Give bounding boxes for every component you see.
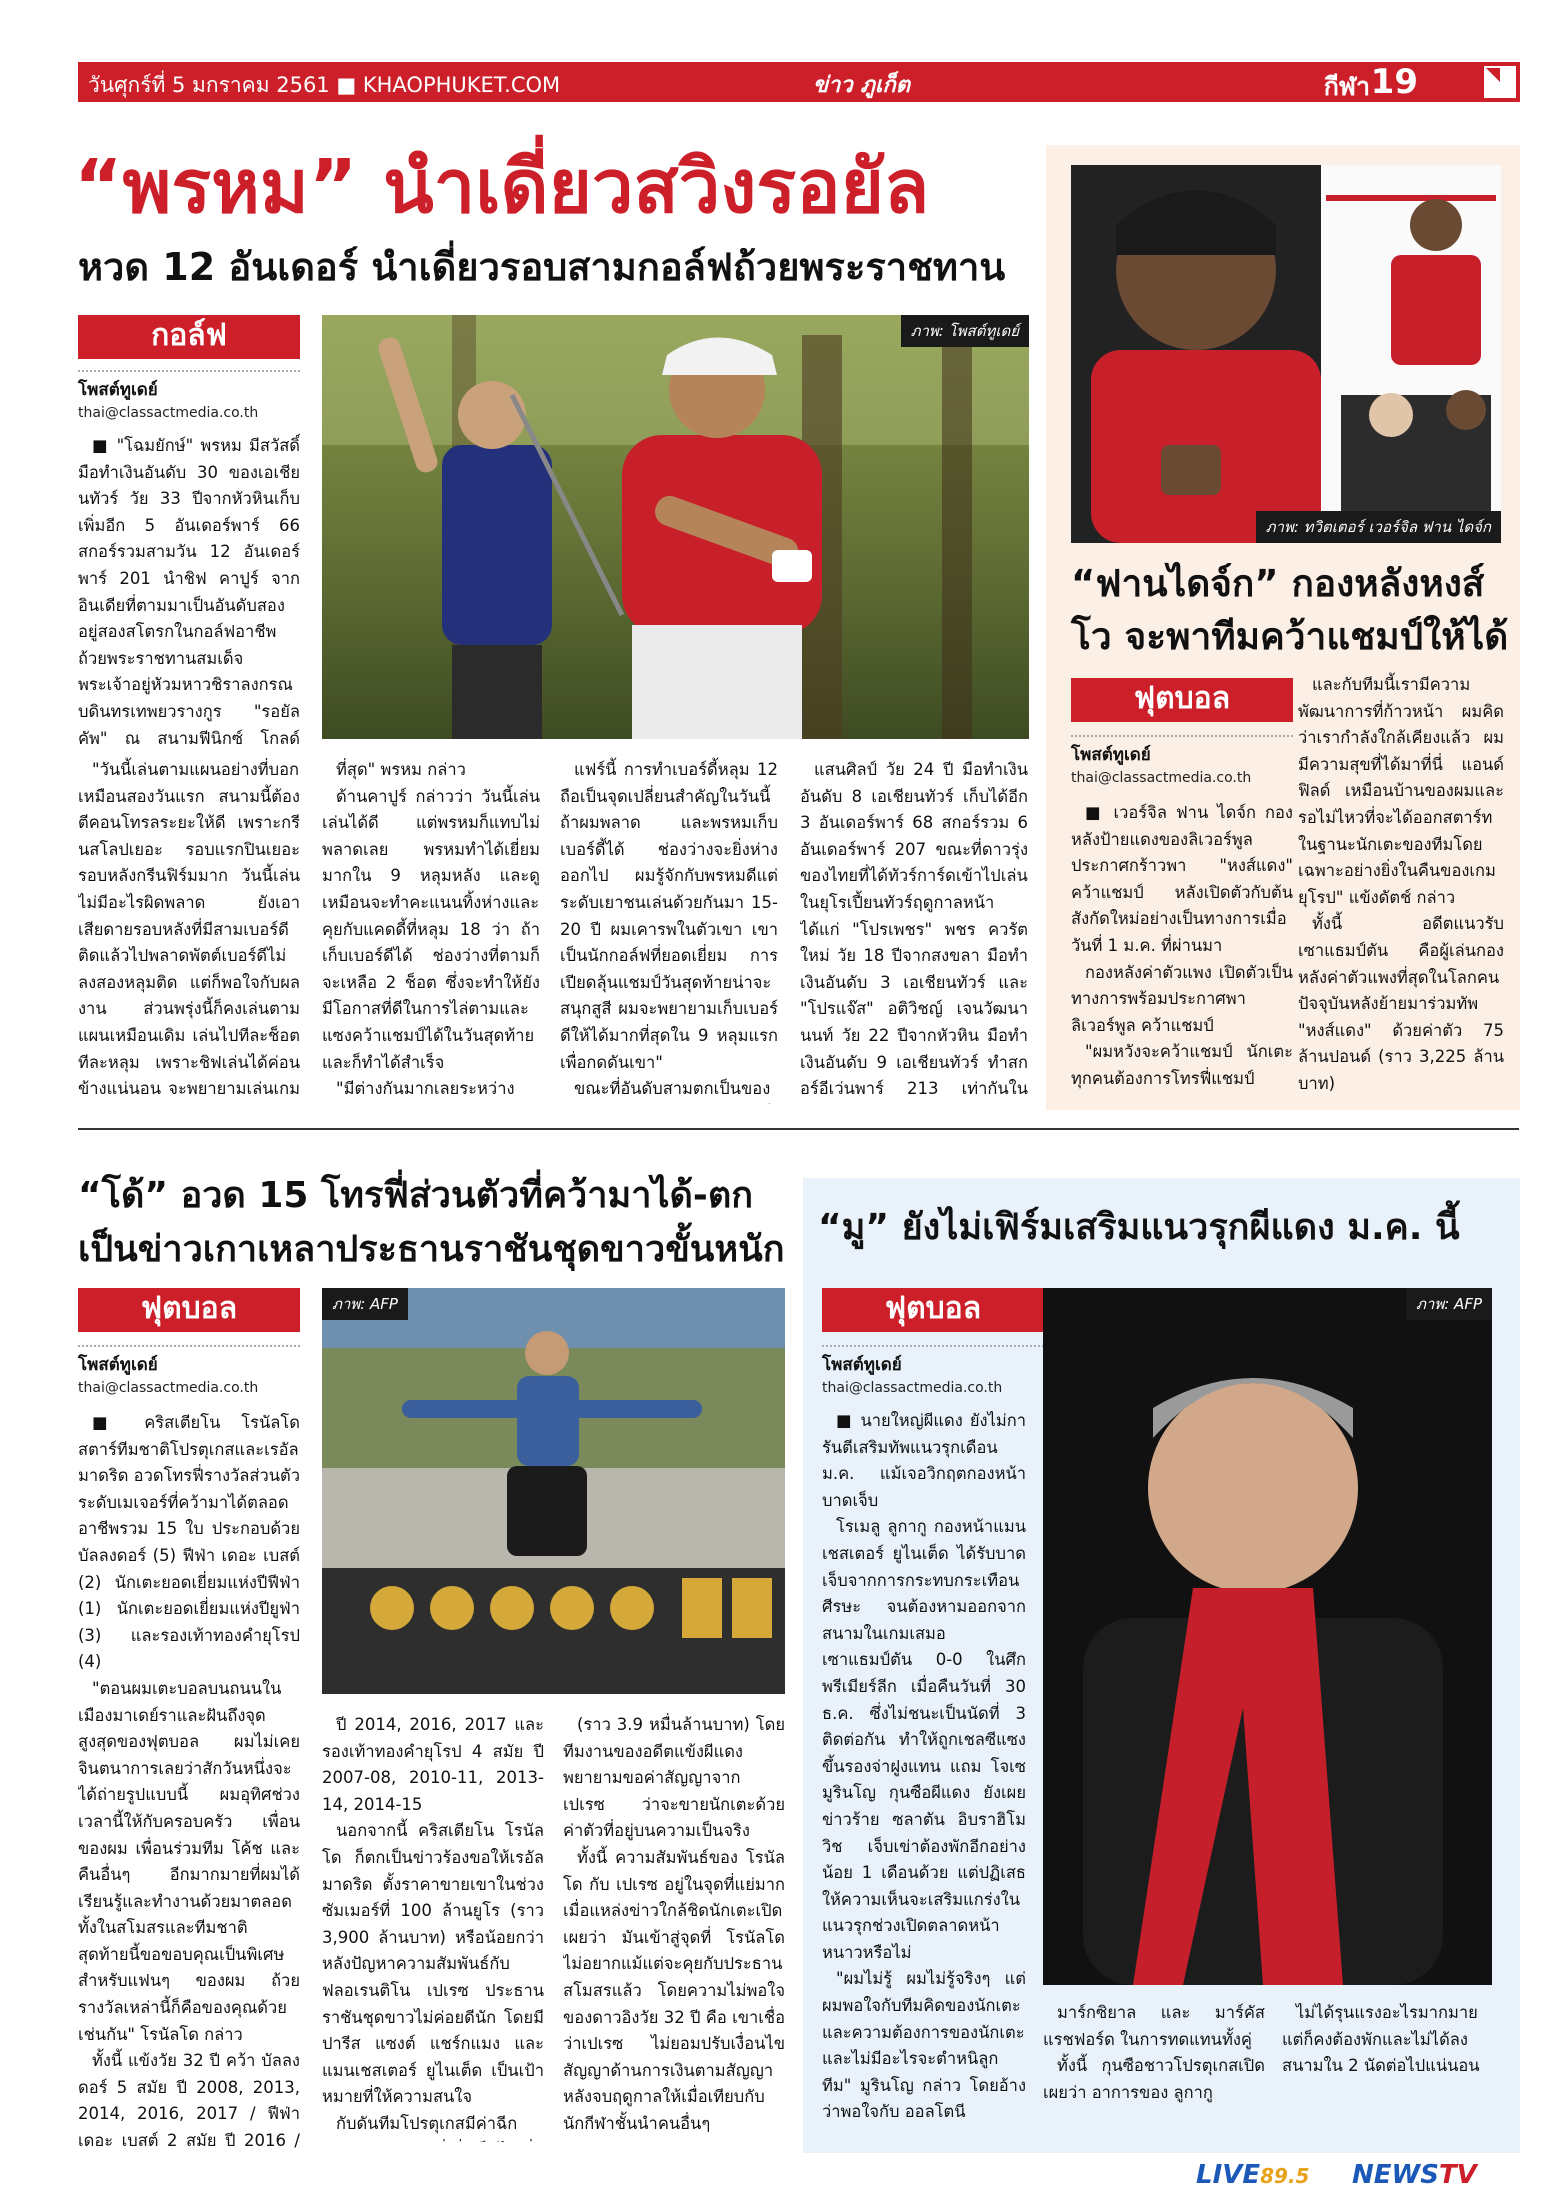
story1-paragraph: ■ "โฉมยักษ์" พรหม มีสวัสดิ์ มือทำเงินอันดับ 30 ของเอเชียนทัวร์ วัย 33 ปีจากหัวหินเก็บเพิ่มอีก 5 อันเดอร์พาร์ 66 สกอร์รวมสามวัน 12 อันเดอร์พาร์ 201 นำชิฟ คาปูร์ จากอินเดียที่ตามมาเป็นอันดับสองอยู่สองสโตรกในกอล์ฟอาชีพถ้วยพระราชทานสมเด็จพระเจ้าอยู่หัวมหาวชิราลงกรณบดินทรเทพยวรางกูร "รอยัล คัพ" ณ สนามฟีนิกซ์ โกลด์ [78, 436, 300, 748]
page-number: 19 [1370, 62, 1418, 102]
story2-headline-line1: “ฟานไดจ์ก” กองหลังหงส์ [1071, 562, 1485, 605]
story2-text-col2 [1298, 672, 1504, 1102]
news-tv-logo: NEWSTV [1352, 2160, 1477, 2190]
story2-photo-credit: ภาพ: ทวิตเตอร์ เวอร์จิล ฟาน ไดจ์ก [1256, 511, 1501, 543]
story4-paragraph: ทั้งนี้ กุนซือชาวโปรตุเกสเปิดเผยว่า อาการของ ลูกากู [1043, 2056, 1265, 2102]
story3-text-col1 [78, 1410, 300, 2150]
ronaldo-trophies-image [322, 1288, 785, 1694]
story1-paragraph: "วันนี้เล่นตามแผนอย่างที่บอกเหมือนสองวันแรก สนามนี้ต้องตีคอนโทรลระยะให้ดี เพราะกรีนสโลปเยอะ รอบแรกปินเยอะ รอบหลังกรีนฟิร์มมาก วันนี้เล่นไม่มีอะไรผิดพลาด ยังเอาเสียดายรอบหลังที่มีสามเบอร์ดีติดแล้วไปพลาดพัตต์เบอร์ดีไม่ลงสองหลุมติด แต่ก็พอใจกับผลงาน ส่วนพรุ่งนี้ก็คงเล่นตามแผนเหมือนเดิม เล่นไปทีละช็อตทีละหลุม เพราะชิฟเล่นได้ค่อนข้างแน่นอน จะพยายามเล่นเกม [78, 760, 300, 1099]
golf-photo [322, 315, 1029, 739]
story4-byline-block [822, 1345, 1044, 1396]
story1-email: thai@classactmedia.co.th [78, 405, 259, 421]
story1-text-col3 [560, 757, 778, 1104]
mourinho-photo [1043, 1288, 1492, 1985]
story3-section-tag: ฟุตบอล [78, 1288, 300, 1332]
story1-text-col1b [78, 757, 300, 1104]
story1-paragraph: "มีต่างกันมากเลยระหว่าง [336, 1079, 515, 1099]
story1-paragraph: ขณะที่อันดับสามตกเป็นของ [574, 1079, 771, 1099]
newspaper-logo: ข่าว ภูเก็ต [813, 73, 911, 98]
story2-byline-block [1071, 735, 1293, 786]
story3-text-col3 [563, 1712, 785, 2142]
story3-paragraph: ทั้งนี้ แข้งวัย 32 ปี คว้า บัลลงดอร์ 5 สมัย ปี 2008, 2013, 2014, 2016, 2017 / ฟีฟ่า เดอะ เบสต์ 2 สมัย ปี 2016 / [78, 2051, 300, 2150]
story2-section-tag: ฟุตบอล [1071, 678, 1293, 722]
story3-email: thai@classactmedia.co.th [78, 1380, 259, 1396]
story2-email: thai@classactmedia.co.th [1071, 770, 1252, 786]
story1-section-tag: กอล์ฟ [78, 315, 300, 359]
story4-text-col1 [822, 1408, 1026, 2148]
story1-byline-block [78, 370, 300, 421]
story3-paragraph: ทั้งนี้ ความสัมพันธ์ของ โรนัลโด กับ เปเรซ อยู่ในจุดที่แย่มาก เมื่อแหล่งข่าวใกล้ชิดนักเตะเปิดเผยว่า มันเข้าสู่จุดที่ โรนัลโด ไม่อยากแม้แต่จะคุยกับประธานสโมสรแล้ว โดยความไม่พอใจของดาวอิงวัย 32 ปี คือ เขาเชื่อว่าเปเรซ ไม่ยอมปรับเงื่อนไขสัญญาด้านการเงินตามสัญญาหลังจบฤดูกาลให้เมื่อเทียบกับนักกีฬาชั้นนำคนอื่นๆ [563, 1847, 785, 2133]
player-jersey-image [1071, 165, 1501, 543]
live-radio-logo: LIVE89.5 [1196, 2160, 1310, 2190]
story2-headline-line2: โว จะพาทีมคว้าแชมป์ให้ได้ [1071, 615, 1509, 658]
story1-text-col4 [800, 757, 1028, 1104]
mourinho-portrait-image [1043, 1288, 1492, 1985]
story3-byline: โพสต์ทูเดย์ [78, 1345, 300, 1378]
story3-paragraph: กับดันทีมโปรตุเกสมีค่าฉีก [336, 2113, 518, 2133]
section-name: กีฬา [1323, 72, 1370, 101]
story3-text-col2 [322, 1712, 544, 2142]
story1-subheadline: หวด 12 อันเดอร์ นำเดี่ยวรอบสามกอล์ฟถ้วยพระราชทาน [78, 245, 1006, 289]
story1-text-col1a [78, 433, 300, 753]
story4-text-col3 [1282, 2000, 1492, 2148]
story2-paragraph: ทั้งนี้ อดีตแนวรับเซาแธมป์ตัน คือผู้เล่นกองหลังค่าตัวแพงที่สุดในโลกคนปัจจุบันหลังย้ายมาร่วมทัพ "หงส์แดง" ด้วยค่าตัว 75 ล้านปอนด์ (ราว 3,225 ล้านบาท) [1298, 914, 1504, 1093]
ronaldo-photo [322, 1288, 785, 1694]
story3-byline-block [78, 1345, 300, 1396]
story3-paragraph: "ตอนผมเตะบอลบนถนนในเมืองมาเดย์ราและฝันถึงจุดสูงสุดของฟุตบอล ผมไม่เคยจินตนาการเลยว่าสักวันหนึ่งจะได้ถ่ายรูปแบบนี้ ผมอุทิศช่วงเวลานี้ให้กับครอบครัว เพื่อนของผม เพื่อนร่วมทีม โค้ช และคืนอื่นๆ อีกมากมายที่ผมได้เรียนรู้และทำงานด้วยมาตลอดทั้งในสโมสรและทีมชาติ สุดท้ายนี้ขอขอบคุณเป็นพิเศษสำหรับแฟนๆ ของผม ถ้วยรางวัลเหล่านี้ก็คือของคุณด้วยเช่นกัน" โรนัลโด กล่าว [78, 1678, 300, 2044]
story4-paragraph: "ผมไม่รู้ ผมไม่รู้จริงๆ แต่ผมพอใจกับทีมคิดของนักเตะ และความต้องการของนักเตะ และไม่มีอะไรจะตำหนิลูกทีม" มูรินโญ กล่าว โดยอ้างว่าพอใจกับ ออลโตนี [822, 1969, 1026, 2122]
story3-paragraph: ■ คริสเตียโน โรนัลโด สตาร์ทีมชาติโปรตุเกสและเรอัล มาดริด อวดโทรฟี่รางวัลส่วนตัวระดับเมเจอร์ที่คว้ามาได้ตลอดอาชีพรวม 15 ใบ ประกอบด้วย บัลลงดอร์ (5) ฟีฟ่า เดอะ เบสต์ (2) นักเตะยอดเยี่ยมแห่งปีฟีฟ่า (1) นักเตะยอดเยี่ยมแห่งปียูฟ่า (3) และรองเท้าทองคำยุโรป (4) [78, 1413, 300, 1672]
corner-mark-icon [1480, 62, 1520, 102]
story4-section-tag: ฟุตบอล [822, 1288, 1044, 1332]
story3-paragraph: นอกจากนี้ คริสเตียโน โรนัลโด ก็ตกเป็นข่าวร้องขอให้เรอัล มาดริด ตั้งราคาขายเขาในช่วงซัมเมอร์ที่ 100 ล้านยูโร (ราว 3,900 ล้านบาท) หรือน้อยกว่า หลังปัญหาความสัมพันธ์กับฟลอเรนติโน เปเรซ ประธานราชันชุดขาวไม่ค่อยดีนัก โดยมีปารีส แซงต์ แชร์กแมง และแมนเชสเตอร์ ยูไนเต็ด เป็นเป้าหมายที่ให้ความสนใจ [322, 1821, 544, 2107]
golfer-swing-image [322, 315, 1029, 739]
story4-headline: “มู” ยังไม่เฟิร์มเสริมแนวรุกผีแดง ม.ค. นี้ [818, 1207, 1460, 1248]
story1-paragraph: แสนศิลป์ วัย 24 ปี มือทำเงินอันดับ 8 เอเชียนทัวร์ เก็บได้อีก 3 อันเดอร์พาร์ 68 สกอร์รวม 6 อันเดอร์พาร์ 207 ขณะที่ดาวรุ่งของไทยที่ได้ทัวร์การ์ดเข้าไปเล่นในยุโรเปี้ยนทัวร์ฤดูกาลหน้า ได้แก่ "โปรเพชร" พชร ควรัตใหม่ วัย 18 ปีจากสงขลา มือทำเงินอันดับ 3 เอเชียนทัวร์ และ "โปรแจ๊ส" อติวิชญ์ เจนวัฒนานนท์ วัย 22 ปีจากหัวหิน มือทำเงินอันดับ 9 เอเชียนทัวร์ ทำสกอร์อีเว่นพาร์ 213 เท่ากันใน [800, 760, 1028, 1099]
story2-paragraph: และกับทีมนี้เรามีความพัฒนาการที่ก้าวหน้า ผมคิดว่าเรากำลังใกล้เคียงแล้ว ผมมีความสุขที่ได้มาที่นี่ แอนด์ ฟิลด์ เหมือนบ้านของผมและรอไม่ไหวที่จะได้ออกสตาร์ทในฐานะนักเตะของทีมโดยเฉพาะอย่างยิ่งในคืนของเกมยุโรป" แข้งดัตช์ กล่าว [1298, 675, 1504, 907]
story4-paragraph: มาร์กซิยาล และ มาร์คัส แรชฟอร์ด ในการทดแทนทั้งคู่ [1043, 2003, 1265, 2049]
story1-text-col2 [322, 757, 540, 1104]
story4-email: thai@classactmedia.co.th [822, 1380, 1003, 1396]
story4-text-col2 [1043, 2000, 1265, 2148]
story3-headline-line2: เป็นข่าวเกาเหลาประธานราชันชุดขาวขั้นหนัก [78, 1229, 785, 1270]
header-date: วันศุกร์ที่ 5 มกราคม 2561 ■ KHAOPHUKET.COM [88, 73, 561, 97]
story4-paragraph: ■ นายใหญ่ผีแดง ยังไม่การันตีเสริมทัพแนวรุกเดือน ม.ค. แม้เจอวิกฤตกองหน้าบาดเจ็บ [822, 1411, 1026, 1510]
story3-headline-line1: “โด้” อวด 15 โทรฟี่ส่วนตัวที่คว้ามาได้-ตก [78, 1175, 754, 1216]
story2-byline: โพสต์ทูเดย์ [1071, 735, 1293, 768]
story3-photo-credit: ภาพ: AFP [322, 1288, 408, 1320]
story2-paragraph: "ผมหวังจะคว้าแชมป์ นักเตะทุกคนต้องการโทรฟี่แชมป์ [1071, 1042, 1293, 1088]
story3-paragraph: ปี 2014, 2016, 2017 และรองเท้าทองคำยุโรป 4 สมัย ปี 2007-08, 2010-11, 2013-14, 2014-15 [322, 1715, 544, 1814]
section-divider [78, 1128, 1519, 1130]
page-header [78, 62, 1480, 102]
story4-photo-credit: ภาพ: AFP [1406, 1288, 1492, 1320]
story3-paragraph: (ราว 3.9 หมื่นล้านบาท) โดยทีมงานของอดีตแข้งผีแดงพยายามขอค่าสัญญาจาก เปเรซ ว่าจะขายนักเตะด้วยค่าตัวที่อยู่บนความเป็นจริง [563, 1715, 785, 1841]
story1-paragraph: ด้านคาปูร์ กล่าวว่า วันนี้เล่นเล่นได้ดี แต่พรหมก็แทบไม่พลาดเลย พรหมทำได้เยี่ยมมากใน 9 หลุมหลัง และดูเหมือนจะทำคะแนนทิ้งห่างและคุยกับแคดดี้ที่หลุม 18 ว่า ถ้าเก็บเบอร์ดีได้ ช่องว่างที่ตามก็จะเหลือ 2 ช็อต ซึ่งจะทำให้ยังมีโอกาสที่ดีในการไล่ตามและแซงคว้าแชมป์ได้ในวันสุดท้าย และก็ทำได้สำเร็จ [322, 786, 540, 1072]
story2-paragraph: ■ เวอร์จิล ฟาน ไดจ์ก กองหลังป้ายแดงของลิเวอร์พูล ประกาศกร้าวพา "หงส์แดง" คว้าแชมป์ หลังเปิดตัวกับต้นสังกัดใหม่อย่างเป็นทางการเมื่อวันที่ 1 ม.ค. ที่ผ่านมา [1071, 803, 1293, 955]
story1-headline: “พรหม” นำเดี่ยวสวิงรอยัล [74, 144, 930, 230]
vandijk-photo [1071, 165, 1501, 543]
story4-paragraph: โรเมลู ลูกากู กองหน้าแมนเชสเตอร์ ยูไนเต็ด ได้รับบาดเจ็บจากการกระทบกระเทือนศีรษะ จนต้องหามออกจากสนามในเกมเสมอเซาแธมป์ตัน 0-0 ในศึกพรีเมียร์ลีก เมื่อคืนวันที่ 30 ธ.ค. ซึ่งไม่ชนะเป็นนัดที่ 3 ติดต่อกัน ทำให้ถูกเชลซีแซงขึ้นรองจ่าฝูงแทน แถม โจเซ มูรินโญ กุนซือผีแดง ยังเผยข่าวร้าย ซลาตัน อิบราฮิโมวิช เจ็บเข่าต้องพักอีกอย่างน้อย 1 เดือนด้วย แต่ปฏิเสธให้ความเห็นจะเสริมแกร่งในแนวรุกช่วงเปิดตลาดหน้าหนาวหรือไม่ [822, 1517, 1026, 1962]
story4-paragraph: ไม่ได้รุนแรงอะไรมากมาย แต่ก็คงต้องพักและไม่ได้ลงสนามใน 2 นัดต่อไปแน่นอน [1282, 2003, 1480, 2076]
story1-photo-credit: ภาพ: โพสต์ทูเดย์ [901, 315, 1029, 347]
story4-byline: โพสต์ทูเดย์ [822, 1345, 1044, 1378]
story1-paragraph: แฟร์นี้ การทำเบอร์ดี้หลุม 12 ถือเป็นจุดเปลี่ยนสำคัญในวันนี้ถ้าผมพลาด และพรหมเก็บเบอร์ดี้ได้ ช่องว่างจะยิ่งห่างออกไป ผมรู้จักกับพรหมดีแต่ระดับเยาชนเล่นด้วยกันมา 15-20 ปี ผมเคารพในตัวเขา เขาเป็นนักกอล์ฟที่ยอดเยี่ยม การเปียดลุ้นแชมป์วันสุดท้ายน่าจะสนุกสูสี ผมจะพยายามเก็บเบอร์ดีให้ได้มากที่สุดใน 9 หลุมแรกเพื่อกดดันเขา" [560, 760, 778, 1072]
story1-byline: โพสต์ทูเดย์ [78, 370, 300, 403]
story2-paragraph: กองหลังค่าตัวแพง เปิดตัวเป็นทางการพร้อมประกาศพาลิเวอร์พูล คว้าแชมป์ [1071, 962, 1293, 1035]
story2-text-col1 [1071, 800, 1293, 1100]
story1-paragraph: ที่สุด" พรหม กล่าว [336, 760, 466, 779]
